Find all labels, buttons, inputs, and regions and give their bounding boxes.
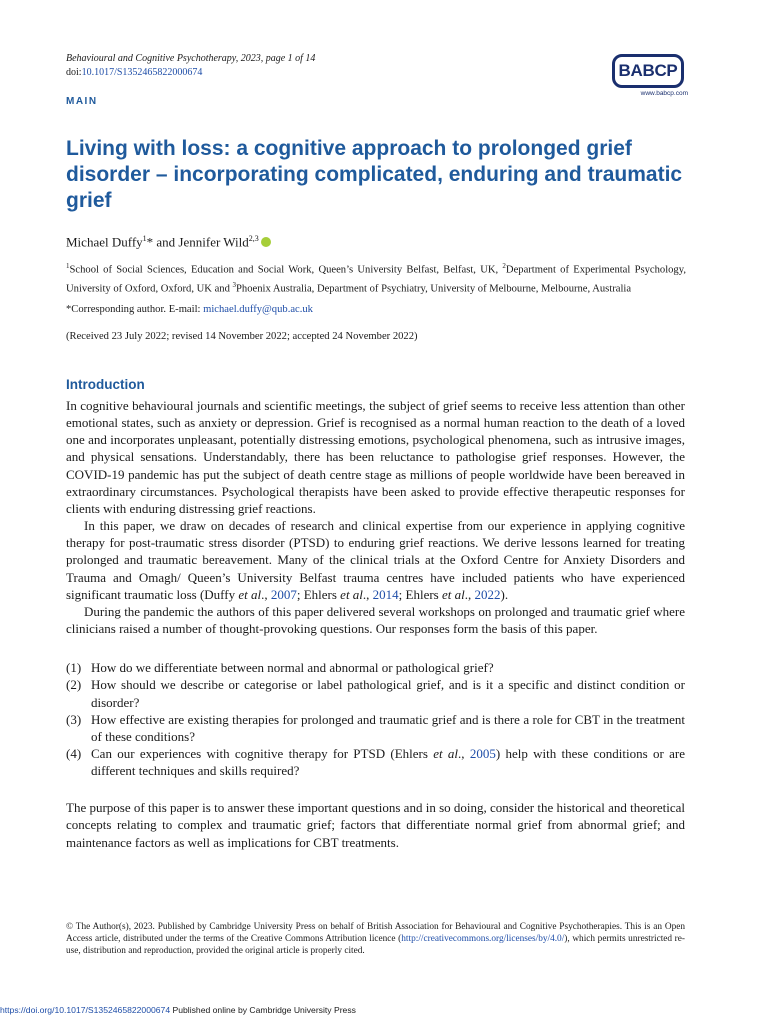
intro-paragraph-1: In cognitive behavioural journals and scientific meetings, the subject of grief seems to receive less attention than other emotional states, such as anxiety or depression. Grief is recognised as a normal human reaction to the death of a loved one and incorporates unpleasant, potentially distressing emotions, psychological phenomena, such as intrusive images, and physical sensations. Understandably, there has been reluctance to pathologise grief responses. However, the COVID-19 pandemic has put the subject of death centre stage as millions of people worldwide have been bereaved in extraordinary circumstances. Psychological therapists have been asked to provide effective therapeutic responses for clients with enduring distressing grief reactions. bbox=[66, 398, 685, 516]
et-al: et al bbox=[238, 586, 262, 602]
author-1-affil: 1 bbox=[142, 234, 147, 243]
journal-year-pages: , 2023, page 1 of 14 bbox=[235, 53, 316, 64]
affiliations bbox=[66, 259, 686, 297]
logo-text: BABCP bbox=[618, 61, 678, 80]
intro-paragraph-4: The purpose of this paper is to answer these important questions and in so doing, consider the historical and theoretical concepts relating to complex and traumatic grief; factors that differentiate normal grief from abnormal grief; and maintenance factors as well as implications for CBT treatments. bbox=[66, 800, 685, 850]
list-text: Can our experiences with cognitive therapy for PTSD (Ehlers et al., 2005) help with these conditions or are different techniques and skills required? bbox=[91, 745, 685, 779]
q4-text-end: ) help with these conditions or are different techniques and skills required? bbox=[91, 745, 685, 779]
affil-text: School of Social Sciences, Education and Social Work, Queen’s University Belfast, Belfast, UK, bbox=[69, 264, 503, 276]
list-num: (4) bbox=[66, 745, 82, 761]
list-text: How do we differentiate between normal and abnormal or pathological grief? bbox=[91, 660, 494, 676]
list-num: (2) bbox=[66, 677, 82, 693]
affil-sup: 3 bbox=[232, 280, 237, 289]
journal-name: Behavioural and Cognitive Psychotherapy bbox=[66, 53, 236, 64]
received-dates: (Received 23 July 2022; revised 14 November 2022; accepted 24 November 2022) bbox=[66, 331, 418, 342]
article-title: Living with loss: a cognitive approach to prolonged grief disorder – incorporating complicated, enduring and traumatic grief bbox=[66, 137, 683, 212]
orcid-icon[interactable] bbox=[261, 237, 271, 247]
list-item bbox=[66, 659, 685, 676]
author-connector: * and Jennifer Wild bbox=[146, 234, 249, 250]
affil-sup: 2 bbox=[502, 262, 506, 270]
p2-text: In this paper, we draw on decades of research and clinical expertise from our experience in applying cognitive therapy for post-traumatic stress disorder (PTSD) to enduring grief reactions. We derive lessons learned for treating prolonged and traumatic bereavement. Many of the clinical trials at the Oxford Centre for Anxiety Disorders and Trauma and Omagh/ Queen’s University Belfast trauma centres have included patients who have experienced significant traumatic loss (Duffy bbox=[66, 518, 685, 602]
intro-body bbox=[66, 397, 685, 851]
corr-email-link[interactable]: michael.duffy@qub.ac.uk bbox=[203, 304, 313, 315]
footer-published: Published online by Cambridge University Press bbox=[170, 1005, 356, 1015]
list-num: (3) bbox=[66, 711, 82, 727]
license-text-end: ), which permits unrestricted re-use, distribution and reproduction, provided the original article is properly cited. bbox=[66, 934, 685, 957]
logo-badge bbox=[612, 54, 684, 88]
p2-sep: ; Ehlers bbox=[296, 586, 341, 602]
doi-link[interactable]: 10.1017/S1352465822000674 bbox=[81, 67, 203, 78]
affil-text: Phoenix Australia, Department of Psychiatry, University of Melbourne, Melbourne, Australia bbox=[236, 283, 632, 295]
license-note bbox=[66, 921, 685, 958]
section-tag: MAIN bbox=[66, 96, 98, 107]
list-text: How effective are existing therapies for prolonged and traumatic grief and is there a role for CBT in the treatment of these conditions? bbox=[91, 711, 685, 744]
affil-sup: 1 bbox=[66, 262, 70, 270]
question-list bbox=[66, 659, 685, 779]
ref-ehlers-2014[interactable]: 2014 bbox=[372, 586, 399, 602]
list-item bbox=[66, 711, 685, 745]
p2-sep: ; Ehlers bbox=[398, 586, 442, 602]
ref-duffy-2007[interactable]: 2007 bbox=[270, 586, 297, 602]
doi-line bbox=[66, 66, 202, 80]
et-al: et al bbox=[442, 586, 465, 602]
corresponding-author bbox=[66, 303, 313, 317]
affil-text: Department of Experimental Psychology, University of Oxford, Oxford, UK and bbox=[66, 264, 686, 295]
corr-label: *Corresponding author. E-mail: bbox=[66, 304, 204, 315]
ref-ehlers-2005[interactable]: 2005 bbox=[469, 745, 496, 761]
footer-doi-link[interactable]: https://doi.org/10.1017/S1352465822000674 bbox=[0, 1005, 171, 1015]
list-item bbox=[66, 676, 685, 710]
logo-url[interactable]: www.babcp.com bbox=[640, 90, 688, 97]
page-footer bbox=[0, 1005, 356, 1015]
intro-heading: Introduction bbox=[66, 377, 145, 392]
author-line bbox=[66, 230, 271, 251]
p2-end: ). bbox=[500, 586, 509, 602]
list-item bbox=[66, 745, 685, 779]
license-link[interactable]: http://creativecommons.org/licenses/by/4.0/ bbox=[401, 934, 565, 945]
author-1: Michael Duffy bbox=[66, 234, 143, 250]
babcp-logo bbox=[612, 54, 688, 97]
intro-paragraph-2: In this paper, we draw on decades of research and clinical expertise from our experience in applying cognitive therapy for post-traumatic stress disorder (PTSD) to enduring grief reactions. We derive lessons learned for treating prolonged and traumatic bereavement. Many of the clinical trials at the Oxford Centre for Anxiety Disorders and Trauma and Omagh/ Queen’s University Belfast trauma centres have included patients who have experienced significant traumatic loss (Duffy et al., 2007; Ehlers et al., 2014; Ehlers et al., 2022). bbox=[66, 518, 685, 602]
author-2-affil: 2,3 bbox=[248, 234, 259, 243]
license-text: © The Author(s), 2023. Published by Cambridge University Press on behalf of British Association for Behavioural and Cognitive Psychotherapies. This is an Open Access article, distributed under the terms of the Creative Commons Attribution licence ( bbox=[66, 922, 685, 945]
et-al: et al bbox=[433, 745, 459, 761]
journal-citation bbox=[66, 52, 315, 66]
ref-ehlers-2022[interactable]: 2022 bbox=[474, 586, 501, 602]
list-num: (1) bbox=[66, 660, 82, 676]
list-text: How should we describe or categorise or label pathological grief, and is it a specific and distinct condition or disorder? bbox=[91, 677, 685, 710]
q4-text: Can our experiences with cognitive therapy for PTSD (Ehlers bbox=[91, 745, 434, 761]
et-al: et al bbox=[340, 586, 363, 602]
doi-prefix: doi: bbox=[66, 67, 82, 78]
intro-paragraph-3: During the pandemic the authors of this paper delivered several workshops on prolonged and traumatic grief where clinicians raised a number of thought-provoking questions. Our responses form the basis of this paper. bbox=[66, 603, 685, 637]
